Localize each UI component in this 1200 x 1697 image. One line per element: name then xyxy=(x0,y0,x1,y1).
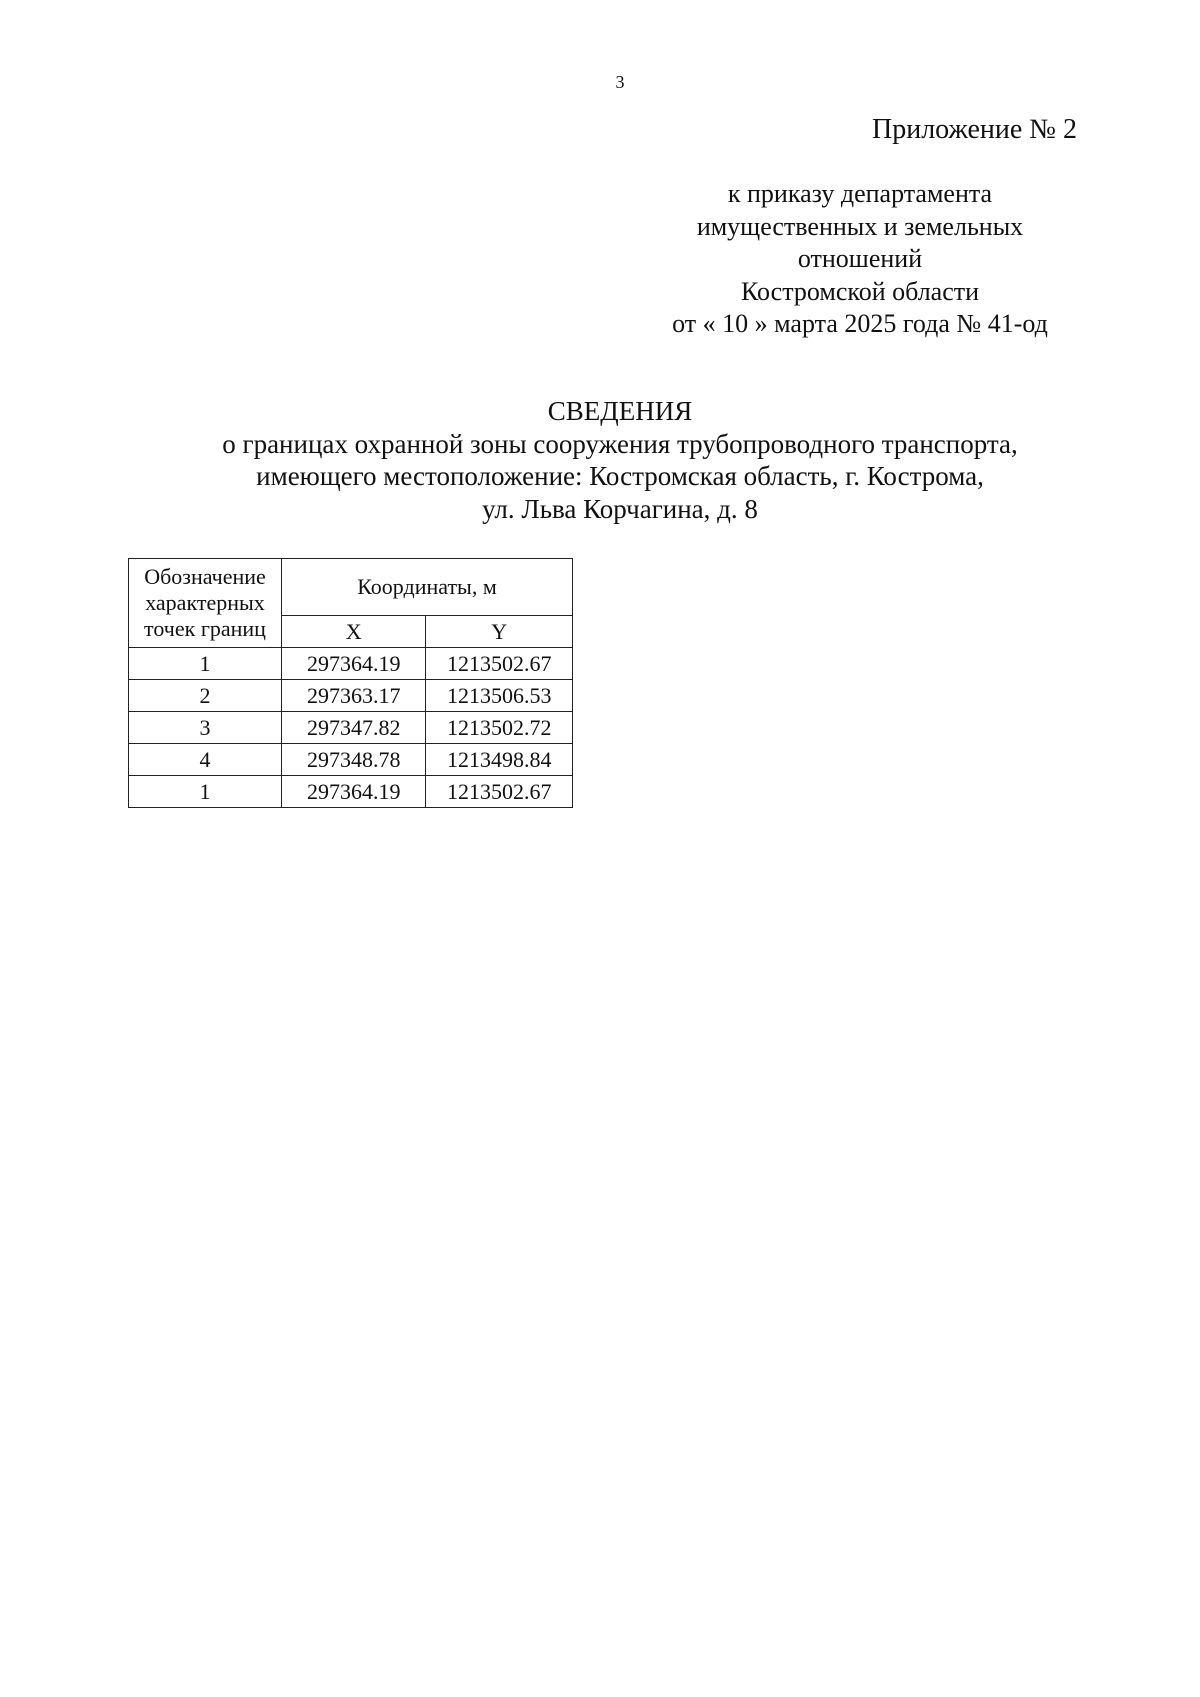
designation-header-line: Обозначение xyxy=(144,564,266,589)
coordinates-table xyxy=(128,558,573,808)
page-number: 3 xyxy=(615,72,625,92)
table-row xyxy=(129,680,573,712)
y-column-header: Y xyxy=(426,616,573,648)
order-reference-line: отношений xyxy=(797,244,923,273)
designation-header-line: точек границ xyxy=(144,616,266,641)
order-reference-line: Костромской области xyxy=(740,276,980,306)
document-title xyxy=(0,395,1200,525)
designation-header xyxy=(129,559,282,648)
point-number-cell: 1 xyxy=(129,776,282,808)
order-reference-line: имущественных и земельных xyxy=(696,211,1024,241)
x-coordinate-cell: 297363.17 xyxy=(282,680,426,712)
x-coordinate-cell: 297364.19 xyxy=(282,776,426,808)
title-subtitle-line: ул. Льва Корчагина, д. 8 xyxy=(482,493,758,524)
y-coordinate-cell: 1213502.72 xyxy=(426,712,573,744)
title-heading: СВЕДЕНИЯ xyxy=(547,396,693,426)
point-number-cell: 3 xyxy=(129,712,282,744)
x-coordinate-cell: 297347.82 xyxy=(282,712,426,744)
y-coordinate-cell: 1213498.84 xyxy=(426,744,573,776)
point-number-cell: 1 xyxy=(129,648,282,680)
title-subtitle-line: имеющего местоположение: Костромская область, г. Кострома, xyxy=(256,461,984,491)
appendix-label: Приложение № 2 xyxy=(872,114,1077,145)
title-subtitle-line: о границах охранной зоны сооружения трубопроводного транспорта, xyxy=(222,428,1018,459)
table-row xyxy=(129,712,573,744)
point-number-cell: 4 xyxy=(129,744,282,776)
y-coordinate-cell: 1213502.67 xyxy=(426,648,573,680)
x-coordinate-cell: 297364.19 xyxy=(282,648,426,680)
y-coordinate-cell: 1213502.67 xyxy=(426,776,573,808)
coordinates-header: Координаты, м xyxy=(282,559,573,616)
order-reference xyxy=(600,178,1120,341)
table-row xyxy=(129,744,573,776)
table-row xyxy=(129,776,573,808)
y-coordinate-cell: 1213506.53 xyxy=(426,680,573,712)
x-coordinate-cell: 297348.78 xyxy=(282,744,426,776)
order-reference-line: к приказу департамента xyxy=(727,179,993,208)
designation-header-line: характерных xyxy=(145,590,265,615)
table-row xyxy=(129,648,573,680)
point-number-cell: 2 xyxy=(129,680,282,712)
x-column-header: X xyxy=(282,616,426,648)
order-reference-line: от « 10 » марта 2025 года № 41-од xyxy=(672,309,1048,338)
